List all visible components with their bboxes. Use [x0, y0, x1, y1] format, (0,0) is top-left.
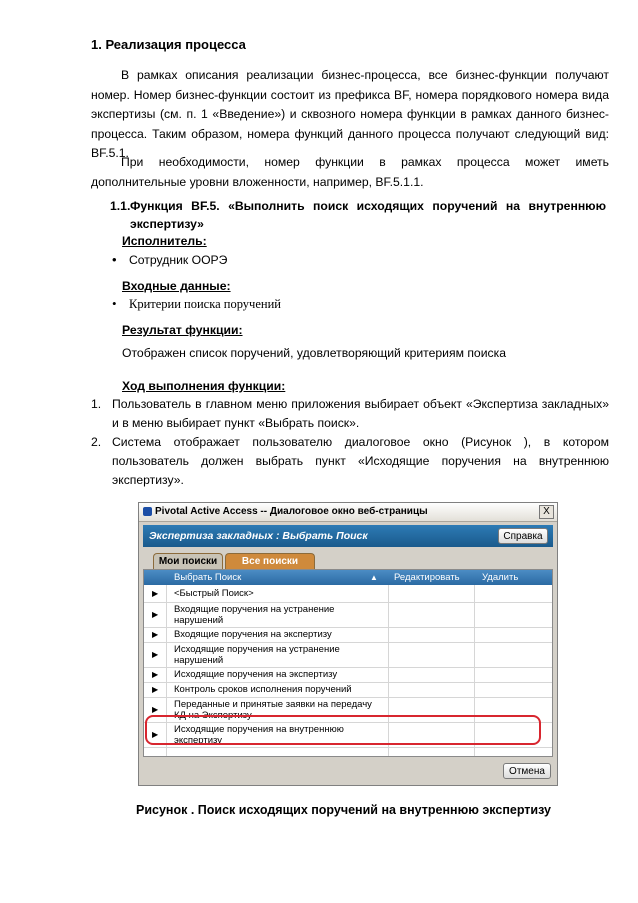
play-arrow-icon: ▶ — [152, 730, 159, 739]
step-2 — [91, 433, 609, 490]
help-button[interactable]: Справка — [498, 528, 548, 544]
column-edit: Редактировать — [394, 572, 460, 583]
list-item-label: Исходящие поручения на внутреннюю экспертизу — [174, 724, 344, 746]
list-item-label: <Быстрый Поиск> — [174, 588, 254, 599]
result-text: Отображен список поручений, удовлетворяющий критериям поиска — [122, 346, 506, 360]
selection-highlight — [145, 715, 541, 745]
result-label: Результат функции: — [122, 323, 243, 337]
play-arrow-icon: ▶ — [152, 705, 159, 714]
figure-caption: Рисунок . Поиск исходящих поручений на внутреннюю экспертизу — [136, 803, 551, 817]
intro-paragraph-2 — [91, 153, 609, 192]
function-heading-text: Функция BF.5. «Выполнить поиск исходящих поручений на внутреннюю экспертизу» — [130, 199, 606, 231]
play-arrow-icon: ▶ — [152, 670, 159, 679]
list-item-label: Входящие поручения на устранение нарушений — [174, 604, 335, 626]
cancel-button[interactable]: Отмена — [503, 763, 551, 779]
play-arrow-icon: ▶ — [152, 610, 159, 619]
list-item-label: Контроль сроков исполнения поручений — [174, 684, 352, 695]
function-heading-number: 1.1. — [110, 199, 131, 213]
play-arrow-icon: ▶ — [152, 630, 159, 639]
list-item[interactable] — [144, 682, 552, 698]
tab-my-searches[interactable]: Мои поиски — [153, 553, 223, 569]
section-heading: 1. Реализация процесса — [91, 37, 246, 52]
play-arrow-icon: ▶ — [152, 650, 159, 659]
app-logo-icon — [143, 507, 152, 516]
intro-paragraph-2-text: При необходимости, номер функции в рамках процесса может иметь дополнительные уровни вложенности, например, BF.5.1.1. — [91, 155, 609, 189]
list-item[interactable] — [144, 642, 552, 668]
dialog-titlebar — [139, 503, 557, 522]
executor-item-text: Сотрудник ООРЭ — [129, 253, 228, 267]
bullet-icon: • — [112, 252, 117, 267]
grid-header — [144, 570, 552, 585]
executor-item — [112, 252, 227, 267]
list-item-label: Исходящие поручения на экспертизу — [174, 669, 338, 680]
bullet-icon: • — [112, 296, 117, 311]
progress-label: Ход выполнения функции: — [122, 379, 286, 393]
input-item-text: Критерии поиска поручений — [129, 297, 281, 311]
dialog-header — [143, 525, 553, 547]
tab-bar — [143, 551, 553, 569]
step-number: 2. — [91, 435, 102, 449]
list-item[interactable] — [144, 667, 552, 683]
list-item[interactable] — [144, 602, 552, 628]
list-item-label: Исходящие поручения на устранение нарушений — [174, 644, 340, 666]
dialog-title: Pivotal Active Access -- Диалоговое окно веб-страницы — [155, 506, 428, 517]
step-number: 1. — [91, 397, 102, 411]
list-item-label: Входящие поручения на экспертизу — [174, 629, 332, 640]
search-dialog-figure — [138, 502, 558, 786]
sort-icon[interactable]: ▲ — [370, 573, 378, 582]
tab-all-searches[interactable]: Все поиски — [225, 553, 315, 569]
executor-label: Исполнитель: — [122, 234, 207, 248]
intro-paragraph-1-text: В рамках описания реализации бизнес-процесса, все бизнес-функции получают номер. Номер бизнес-функции состоит из префикса BF, номера порядкового номера вида экспертизы (см. п. 1 «Введение») и сквозного номера функции в рамках данного бизнес-процесса. Таким образом, номера функций данного процесса получают следующий вид: BF.5.1. — [91, 68, 609, 160]
step-text: Система отображает пользователю диалоговое окно (Рисунок ), в котором пользователь должен выбрать пункт «Исходящие поручения на внутреннюю экспертизу». — [112, 435, 609, 487]
input-label: Входные данные: — [122, 279, 231, 293]
list-item[interactable] — [144, 585, 552, 603]
function-heading — [110, 197, 609, 233]
play-arrow-icon: ▶ — [152, 589, 159, 598]
dialog-header-title: Экспертиза закладных : Выбрать Поиск — [149, 530, 368, 542]
input-item — [112, 296, 281, 312]
list-item-label: Переданные и принятые заявки на передачу КД на Экспертизу — [174, 699, 372, 721]
list-item[interactable] — [144, 627, 552, 643]
column-select-search[interactable]: Выбрать Поиск — [174, 572, 242, 583]
close-button[interactable]: X — [539, 505, 554, 519]
step-text: Пользователь в главном меню приложения выбирает объект «Экспертиза закладных» и в меню выбирает пункт «Выбрать поиск». — [112, 397, 609, 430]
step-1 — [91, 395, 609, 433]
intro-paragraph-1 — [91, 66, 609, 164]
play-arrow-icon: ▶ — [152, 685, 159, 694]
column-delete: Удалить — [482, 572, 519, 583]
